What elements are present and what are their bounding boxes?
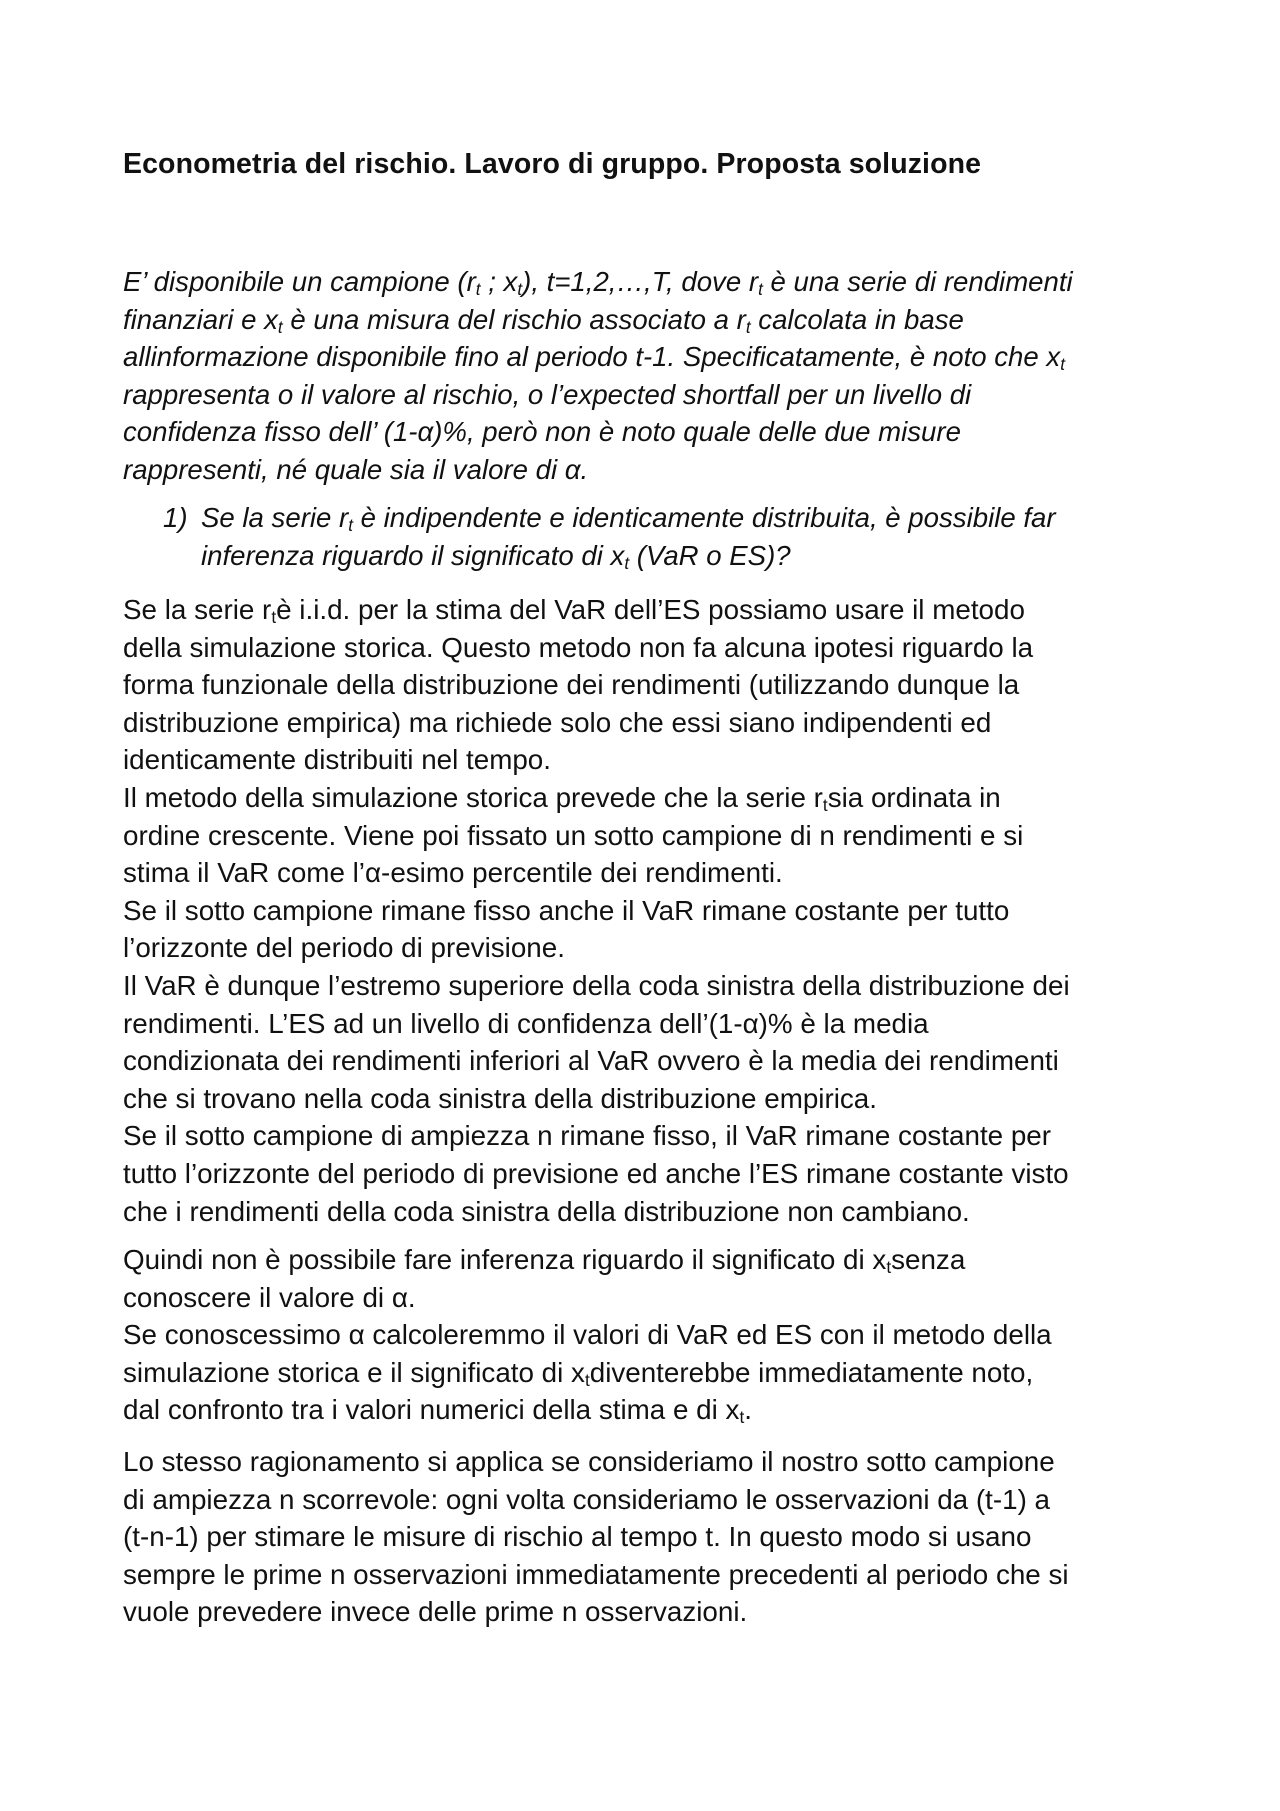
intro-line: rappresenta o il valore al rischio, o l’expected shortfall per un livello di [123, 378, 972, 410]
question-1 [163, 499, 1173, 574]
intro-line: confidenza fisso dell’ (1-α)%, però non è noto quale delle due misure [123, 416, 961, 447]
answer-paragraph-1: Se la serie $r_tè$ i.i.d. per la stima del VaR dell’ES possiamo usare il metodo della simulazione storica. Questo metodo non fa alcuna ipotesi riguardo la forma funzionale della distribuzione dei rendimenti (utilizzando dunque la distribuzione empirica) ma richiede solo che essi siano indipendenti ed identicamente distribuiti nel tempo. Il metodo della simulazione storica prevede che la serie $r_tsia$ ordinata in ordine crescente. Viene poi fissato un sotto campione di n rendimenti e si stima il VaR come l’α-esimo percentile dei rendimenti. Se il sotto campione rimane fisso anche il VaR rimane costante per tutto l’orizzonte del periodo di previsione. Il VaR è dunque l’estremo superiore della coda sinistra della distribuzione dei rendimenti. L’ES ad un livello di confidenza dell’(1-α)% è la media condizionata dei rendimenti inferiori al VaR ovvero è la media dei rendimenti che si trovano nella coda sinistra della distribuzione empirica. Se il sotto campione di ampiezza n rimane fisso, il VaR rimane costante per tutto l’orizzonte del periodo di previsione ed anche l’ES rimane costante visto che i rendimenti della coda sinistra della distribuzione non cambiano. [123, 594, 1070, 1227]
intro-line: allinformazione disponibile fino al periodo t-1. Specificatamente, è noto che $x_t$ [123, 341, 1065, 374]
question-number: 1) [163, 502, 188, 533]
intro-line: finanziari e $x_t$ è una misura del rischio associato a $r_t$ calcolata in base [123, 303, 964, 337]
problem-statement [123, 263, 1183, 488]
intro-line: rappresenti, né quale sia il valore di α. [123, 453, 589, 485]
question-text: Se la serie $r_t$ è indipendente e identicamente distribuita, è possibile far inferenza riguardo il significato di $x_t$ (VaR o ES)? [201, 502, 1056, 573]
document-title: Econometria del rischio. Lavoro di gruppo. Proposta soluzione [123, 148, 982, 180]
intro-line: E’ disponibile un campione ($r_t$ ; $x_t$), t=1,2,…,T, dove $r_t$ è una serie di rendimenti [123, 266, 1073, 299]
answer-paragraph-2: Quindi non è possibile fare inferenza riguardo il significato di $x_tsenza$ conoscere il valore di α. Se conoscessimo α calcoleremmo il valori di VaR ed ES con il metodo della simulazione storica e il significato di $x_tdiventerebbe$ immediatamente noto, dal confronto tra i valori numerici della stima e di $x_t$. [123, 1244, 1052, 1428]
answer-paragraph-3: Lo stesso ragionamento si applica se consideriamo il nostro sotto campione di ampiezza n scorrevole: ogni volta consideriamo le osservazioni da (t-1) a (t-n-1) per stimare le misure di rischio al tempo t. In questo modo si usano sempre le prime n osservazioni immediatamente precedenti al periodo che si vuole prevedere invece delle prime n osservazioni. [123, 1446, 1069, 1628]
